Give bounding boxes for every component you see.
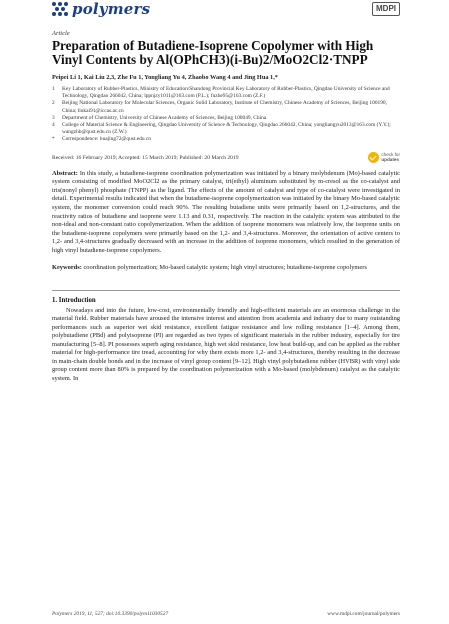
affiliation-list — [52, 86, 400, 144]
affiliation-mark: 4 — [52, 122, 55, 129]
publication-dates: Received: 16 February 2019; Accepted: 15 March 2019; Published: 20 March 2019 — [52, 154, 239, 161]
abstract — [52, 170, 400, 256]
affiliation-mark: 3 — [52, 114, 55, 121]
check-updates-line2: updates — [381, 157, 399, 163]
page-footer — [52, 611, 400, 617]
keywords-text: coordination polymerization; Mo-based catalytic system; high vinyl structures; butadiene-isoprene copolymers — [83, 263, 367, 271]
affiliation-mark: 1 — [52, 86, 55, 92]
mdpi-logo[interactable]: MDPI — [372, 2, 400, 16]
section-heading: 1. Introduction — [52, 296, 96, 304]
publication-dates-row — [52, 152, 400, 166]
check-updates-line1: check for — [381, 152, 400, 158]
check-updates-icon — [368, 152, 379, 163]
abstract-label: Abstract: — [52, 169, 78, 177]
correspondence-item — [52, 136, 400, 143]
check-updates-label — [381, 152, 400, 162]
affiliation-text: Key Laboratory of Rubber-Plastics, Ministry of Education/Shandong Provincial Key Laboratory of Rubber-Plastics, Qingdao University of Science and Technology, Qingdao 266042, China; lppnjzy1011@163.com (P.L.); fuzhe95@163.com (Z.F.) — [62, 86, 390, 100]
check-for-updates-badge[interactable] — [368, 152, 400, 163]
affiliation-mark: * — [52, 136, 55, 143]
footer-citation: Polymers 2019, 11, 527; doi:10.3390/polym11030527 — [52, 611, 169, 617]
section-divider — [52, 290, 400, 291]
page-header — [52, 0, 400, 18]
affiliation-text: Department of Chemistry, University of Chinese Academy of Sciences, Beijing 100049, China — [62, 114, 267, 121]
affiliation-text: College of Material Science & Engineering, Qingdao University of Science & Technology, Qingdao 266042, China; yongliangyu2013@163.com (Y.Y.); wangzhb@qust.edu.cn (Z.W.) — [62, 122, 391, 136]
affiliation-text: Beijing National Laboratory for Molecular Sciences, Organic Solid Laboratory, Institute of Chemistry, Chinese Academy of Sciences, Beijing 100190, China; liukai91@iccas.ac.cn — [62, 100, 387, 114]
author-list: Peipei Li 1, Kai Liu 2,3, Zhe Fu 1, Yongliang Yu 4, Zhaobo Wang 4 and Jing Hua 1,* — [52, 74, 278, 81]
article-type: Article — [52, 30, 70, 37]
article-content — [52, 30, 400, 383]
affiliation-item — [52, 115, 400, 122]
footer-journal-url[interactable]: www.mdpi.com/journal/polymers — [327, 611, 400, 617]
affiliation-item — [52, 100, 400, 114]
keywords-label: Keywords: — [52, 263, 82, 271]
journal-logo[interactable] — [52, 0, 150, 18]
affiliation-item — [52, 86, 400, 100]
polymers-logo-icon — [52, 2, 68, 16]
affiliation-mark: 2 — [52, 100, 55, 107]
correspondence-text: Correspondence: huajing72@qust.edu.cn — [62, 136, 151, 143]
journal-name: polymers — [72, 0, 151, 18]
keywords — [52, 264, 400, 272]
abstract-text: In this study, a butadiene-isoprene coordination polymerization was initiated by a binary molybdenum (Mo)-based catalytic system consisting of modified MoO2Cl2 as the primary catalyst, tri(ethyl) aluminum substituted by m-cresol as the co-catalyst and tris(nonyl phenyl) phosphate (TNPP) as the ligand. The effects of the amount of catalyst and type of co-catalyst were investigated in detail. Experimental results indicated that when the butadiene-isoprene copolymerization was initiated by the binary Mo-based catalytic system, the monomer conversion could reach 90%. The resulting butadiene units were primarily based on 1,2-structures, and the reactivity ratios of butadiene and isoprene were 1.13 and 0.31, respectively. The reaction in the catalytic system was attributed to the non-ideal and non-constant ratio copolymerization. When the addition of isoprene monomers was relatively low, the isoprene units on the butadiene-isoprene copolymers were primarily based on the 1,2- and 3,4-structures. Moreover, the orientation of active centers to 1,2- and 3,4-structures gradually decreased with an increase in the addition of isoprene monomers, which resulted in the generation of high vinyl butadiene-isoprene copolymers. — [52, 169, 400, 254]
article-title: Preparation of Butadiene-Isoprene Copolymer with High Vinyl Contents by Al(OPhCH3)(i-Bu)2/MoO2Cl2·TNPP — [52, 38, 374, 67]
affiliation-item — [52, 122, 400, 136]
introduction-paragraph: Nowadays and into the future, low-cost, environmentally friendly and high-efficient materials are an enormous challenge in the material field. Rubber materials have aroused the intensive interest and attention from academia and industry due to many outstanding performances such as superior wet skid resistance, excellent fatigue resistance and low rolling resistance [1–4]. Among them, polybutadiene (PBd) and polyisoprene (PI) are regarded as two types of significant materials in the rubber industry, especially for tire manufacturing [5–8]. PI possesses superb aging resistance, high wet skid resistance, low heat build-up, and can be applied as the rubber material for high-performance tire tread, accounting for why there exists more 1,2- and 3,4-structures, thereby resulting in the decrease in main-chain double bonds and in the increase of vinyl group content [9–12]. High vinyl polybutadiene rubber (HVBR) with vinyl side group content more than 80% is prepared by the coordination polymerization with a Mo-based (molybdenum) catalyst as the catalytic system. In — [52, 306, 400, 382]
